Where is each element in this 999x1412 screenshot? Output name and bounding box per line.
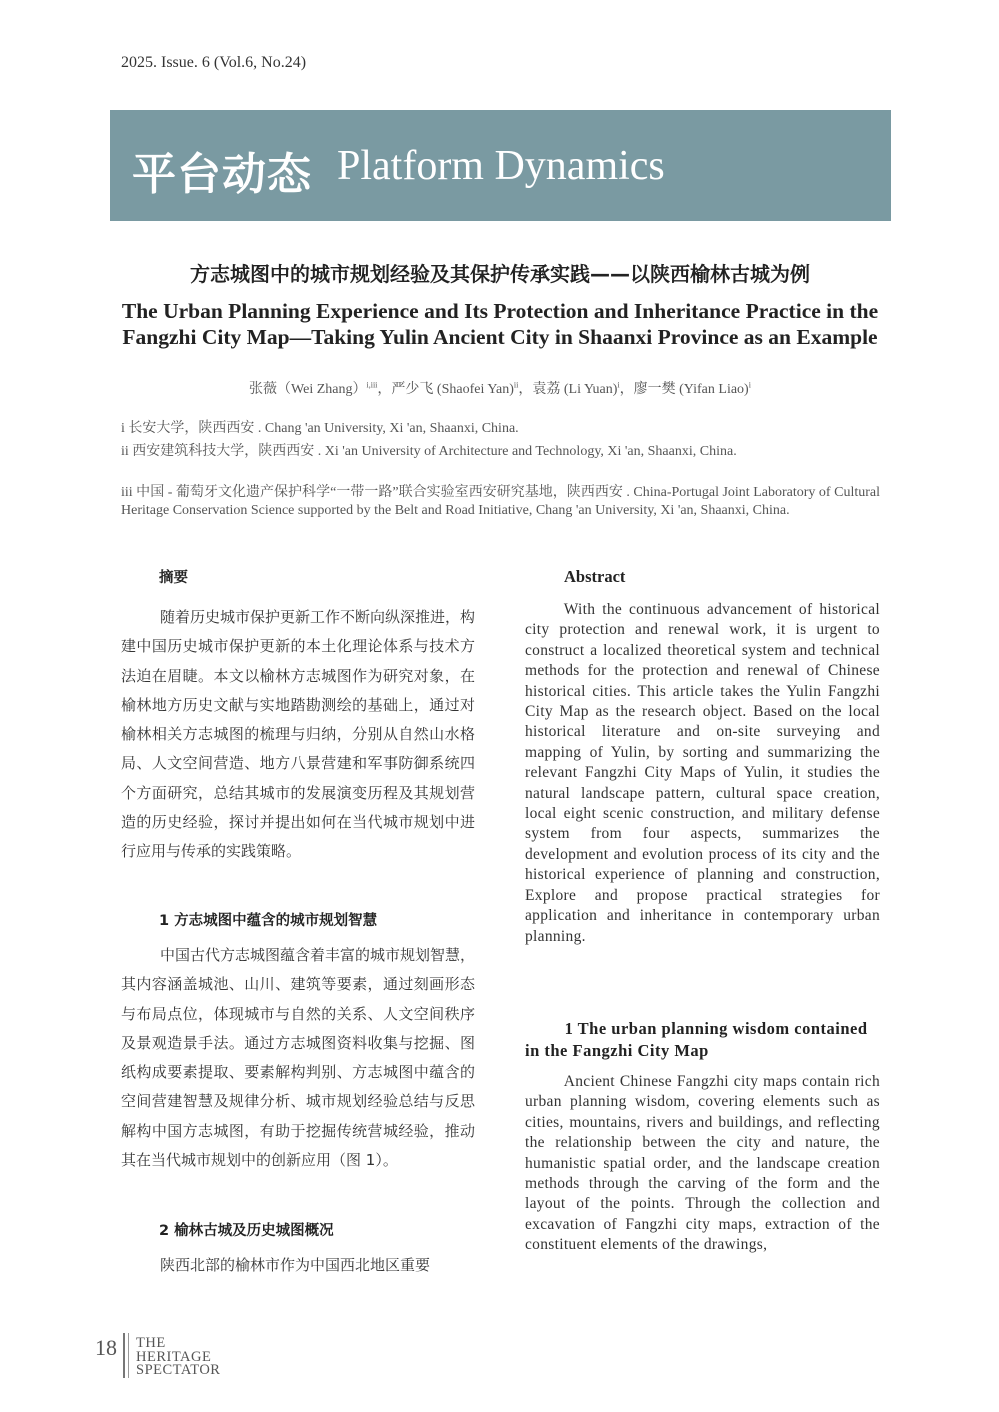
abstract-cn-heading-text: 摘要 bbox=[159, 570, 188, 586]
section2-cn-body bbox=[121, 1251, 475, 1280]
author-list bbox=[110, 378, 890, 398]
section-banner bbox=[110, 110, 891, 221]
abstract-en-heading bbox=[525, 567, 880, 587]
page-number: 18 bbox=[95, 1335, 117, 1360]
author-name: ，廖一樊 (Yifan Liao) bbox=[619, 382, 749, 397]
abstract-en-body bbox=[525, 600, 880, 947]
author-affiliation-mark: ii bbox=[513, 380, 519, 390]
author-affiliation-mark: i bbox=[748, 380, 751, 390]
section1-en-text: Ancient Chinese Fangzhi city maps contain rich urban planning wisdom, covering elements such as cities, mountains, rivers and buildings, and reflecting the relationship between the city and nature, the humanistic spatial order, and the landscape creation methods through the carving of the form and the layout of the points. Through the collection and excavation of Fangzhi city maps, extraction of the constituent elements of the drawings, bbox=[525, 1073, 880, 1254]
abstract-cn-body bbox=[121, 603, 475, 867]
journal-logo-line: THE bbox=[136, 1335, 166, 1351]
author-name: 张薇（Wei Zhang） bbox=[249, 382, 367, 397]
journal-logo-line: SPECTATOR bbox=[136, 1362, 221, 1378]
issue-label: 2025. Issue. 6 (Vol.6, No.24) bbox=[121, 54, 307, 71]
journal-logo bbox=[136, 1337, 220, 1378]
section1-en-heading-text: 1 The urban planning wisdom contained in the Fangzhi City Map bbox=[525, 1019, 868, 1060]
section1-en-body bbox=[525, 1072, 880, 1256]
abstract-cn-heading bbox=[121, 566, 475, 587]
section2-cn-heading bbox=[121, 1219, 475, 1240]
banner-title-cn: 平台动态 bbox=[132, 149, 312, 200]
section2-cn-text: 陕西北部的榆林市作为中国西北地区重要 bbox=[160, 1256, 431, 1274]
author-affiliation-mark: i,iii bbox=[366, 380, 378, 390]
section1-cn-text: 中国古代方志城图蕴含着丰富的城市规划智慧，其内容涵盖城池、山川、建筑等要素，通过刻画形态与布局点位，体现城市与自然的关系、人文空间秩序及景观造景手法。通过方志城图资料收集与挖掘、图纸构成要素提取、要素解构判别、方志城图中蕴含的空间营建智慧及规律分析、城市规划经验总结与反思解构中国方志城图，有助于挖掘传统营城经验，推动其在当代城市规划中的创新应用（图 1）。 bbox=[121, 946, 476, 1170]
author-name: ，严少飞 (Shaofei Yan) bbox=[377, 382, 514, 397]
section2-cn-heading-text: 2 榆林古城及历史城图概况 bbox=[159, 1223, 334, 1239]
article-title-en: The Urban Planning Experience and Its Protection and Inheritance Practice in the Fangzhi City Map—Taking Yulin Ancient City in Shaanxi Province as an Example bbox=[121, 299, 879, 349]
section1-cn-heading bbox=[121, 909, 475, 930]
affiliation-3: iii 中国 - 葡萄牙文化遗产保护科学“一带一路”联合实验室西安研究基地，陕西西安 . China-Portugal Joint Laboratory of Cultural Heritage Conservation Science supported by the Belt and Road Initiative, Chang 'an University, Xi 'an, Shaanxi, China. bbox=[121, 485, 880, 518]
footer-divider-thin bbox=[128, 1333, 129, 1378]
author-name: ，袁荔 (Li Yuan) bbox=[518, 382, 618, 397]
section1-en-heading bbox=[525, 1018, 880, 1061]
affiliation-1: i 长安大学，陕西西安 . Chang 'an University, Xi 'an, Shaanxi, China. bbox=[121, 421, 519, 436]
abstract-en-text: With the continuous advancement of historical city protection and renewal work, it is urgent to construct a localized theoretical system and technical methods for the protection and renewal of Chinese historical cities. This article takes the Yulin Fangzhi City Map as the research object. Based on the local historical literature and on-site surveying and mapping of Yulin, by sorting and summarizing the relevant Fangzhi City Maps of Yulin, it studies the natural landscape pattern, cultural space creation, local eight scenic construction, and military defense system from four aspects, summarizes the development and evolution process of its city and the historical experience of planning and construction, Explore and propose practical strategies for application and inheritance in contemporary urban planning. bbox=[525, 601, 880, 945]
journal-logo-line: HERITAGE bbox=[136, 1348, 212, 1365]
section1-cn-heading-text: 1 方志城图中蕴含的城市规划智慧 bbox=[159, 913, 378, 929]
section1-cn-body bbox=[121, 941, 475, 1175]
footer-divider bbox=[123, 1333, 125, 1378]
affiliation-2: ii 西安建筑科技大学，陕西西安 . Xi 'an University of Architecture and Technology, Xi 'an, Shaanxi, China. bbox=[121, 444, 737, 459]
article-title-cn: 方志城图中的城市规划经验及其保护传承实践——以陕西榆林古城为例 bbox=[190, 262, 810, 286]
banner-title-en: Platform Dynamics bbox=[337, 143, 665, 189]
author-affiliation-mark: i bbox=[617, 380, 620, 390]
abstract-en-heading-text: Abstract bbox=[564, 567, 626, 586]
abstract-cn-text: 随着历史城市保护更新工作不断向纵深推进，构建中国历史城市保护更新的本土化理论体系与技术方法迫在眉睫。本文以榆林方志城图作为研究对象，在榆林地方历史文献与实地踏勘测绘的基础上，通过对榆林相关方志城图的梳理与归纳，分别从自然山水格局、人文空间营造、地方八景营建和军事防御系统四个方面研究，总结其城市的发展演变历程及其规划营造的历史经验，探讨并提出如何在当代城市规划中进行应用与传承的实践策略。 bbox=[121, 608, 476, 861]
